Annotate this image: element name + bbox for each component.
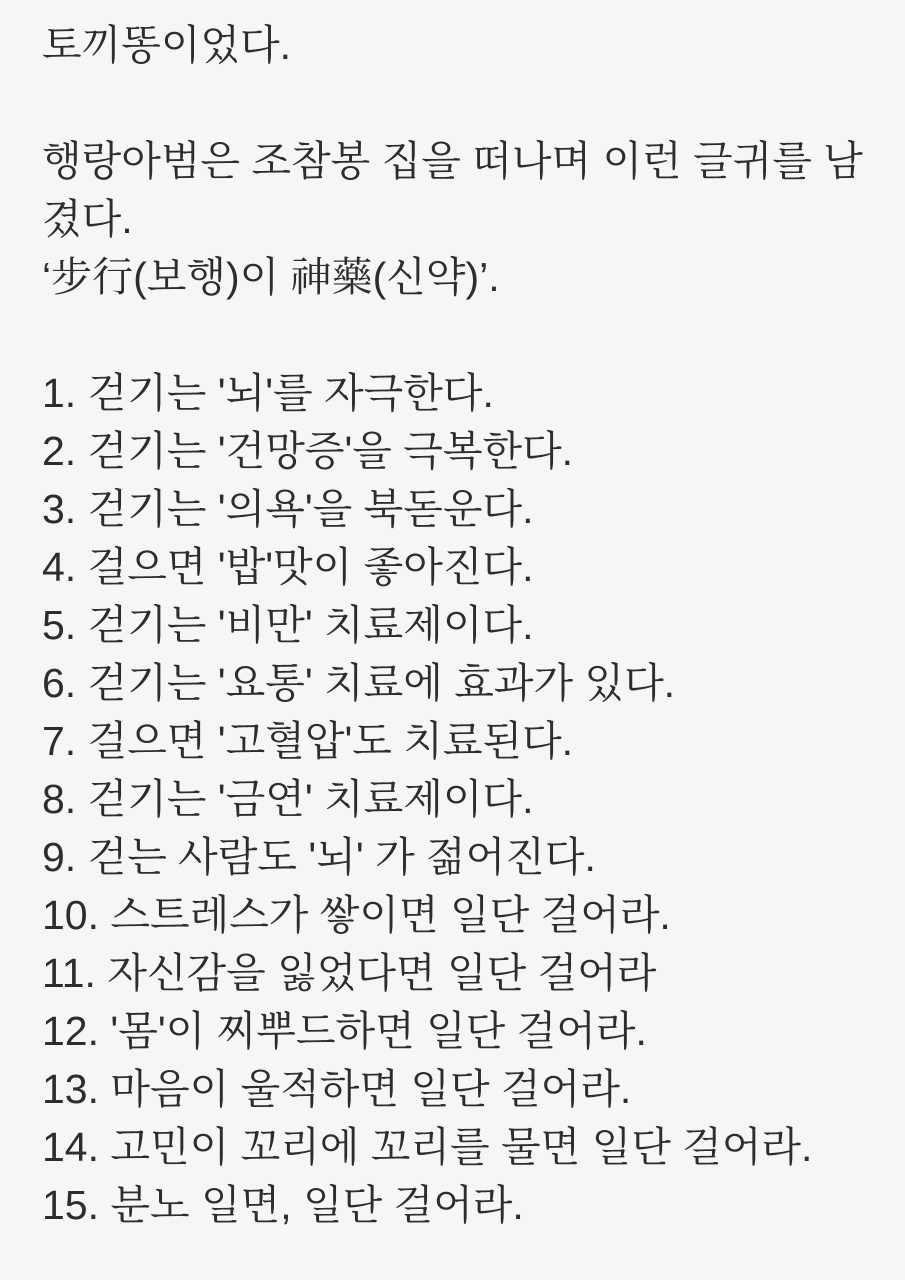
- walking-benefits-list: [42, 364, 863, 1234]
- list-item: 4. 걸으면 '밥'맛이 좋아진다.: [42, 544, 534, 590]
- list-item: 2. 걷기는 '건망증'을 극복한다.: [42, 428, 574, 474]
- list-item: 1. 걷기는 '뇌'를 자극한다.: [42, 370, 494, 416]
- list-item: 10. 스트레스가 쌓이면 일단 걸어라.: [42, 892, 671, 938]
- paragraph-line: 행랑아범은 조참봉 집을 떠나며 이런 글귀를 남겼다.: [42, 138, 863, 242]
- list-item: 7. 걸으면 '고혈압'도 치료된다.: [42, 718, 574, 764]
- list-item: 3. 걷기는 '의욕'을 북돋운다.: [42, 486, 534, 532]
- list-item: 12. '몸'이 찌뿌드하면 일단 걸어라.: [42, 1008, 647, 1054]
- list-item: 15. 분노 일면, 일단 걸어라.: [42, 1182, 524, 1228]
- list-item: 6. 걷기는 '요통' 치료에 효과가 있다.: [42, 660, 676, 706]
- list-item: 14. 고민이 꼬리에 꼬리를 물면 일단 걸어라.: [42, 1124, 813, 1170]
- list-item: 13. 마음이 울적하면 일단 걸어라.: [42, 1066, 632, 1112]
- list-item: 8. 걷기는 '금연' 치료제이다.: [42, 776, 534, 822]
- list-item: 5. 걷기는 '비만' 치료제이다.: [42, 602, 534, 648]
- list-item: 11. 자신감을 잃었다면 일단 걸어라: [42, 950, 657, 996]
- intro-line: 토끼똥이었다.: [42, 22, 292, 68]
- quote-line: ‘步行(보행)이 神藥(신약)’.: [42, 254, 500, 300]
- list-item: 9. 걷는 사람도 '뇌' 가 젊어진다.: [42, 834, 596, 880]
